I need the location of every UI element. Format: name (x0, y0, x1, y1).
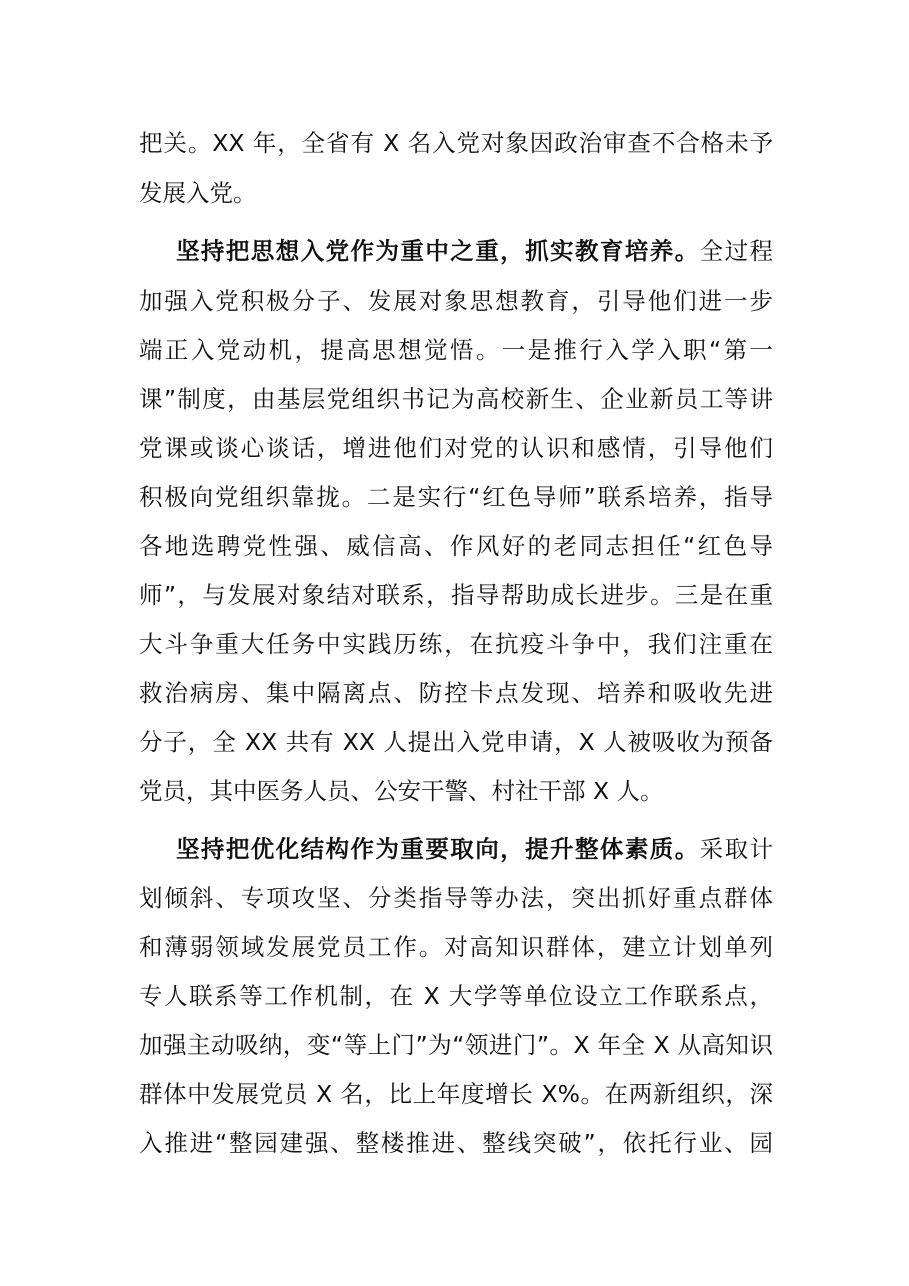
paragraph-heading-line (176, 236, 773, 266)
paragraph-line: 专人联系等工作机制，在 X 大学等单位设立工作联系点， (139, 982, 773, 1010)
paragraph-line: 党课或谈心谈话，增进他们对党的认识和感情，引导他们 (139, 434, 773, 462)
paragraph-line: 分子，全 XX 共有 XX 人提出入党申请，X 人被吸收为预备 (139, 728, 773, 756)
paragraph-line: 师”，与发展对象结对联系，指导帮助成长进步。三是在重 (139, 581, 773, 609)
paragraph-line: 课”制度，由基层党组织书记为高校新生、企业新员工等讲 (139, 385, 773, 413)
paragraph-line: 把关。XX 年，全省有 X 名入党对象因政治审查不合格未予 (139, 129, 773, 157)
paragraph-line: 积极向党组织靠拢。二是实行“红色导师”联系培养，指导 (139, 483, 773, 511)
paragraph-heading-line (176, 834, 773, 864)
paragraph-heading: 坚持把思想入党作为重中之重，抓实教育培养。 (176, 237, 700, 265)
paragraph-line: 入推进“整园建强、整楼推进、整线突破”，依托行业、园 (139, 1129, 773, 1157)
paragraph-line: 加强入党积极分子、发展对象思想教育，引导他们进一步 (139, 287, 773, 315)
paragraph-line: 党员，其中医务人员、公安干警、村社干部 X 人。 (139, 777, 664, 805)
paragraph-line: 划倾斜、专项攻坚、分类指导等办法，突出抓好重点群体 (139, 884, 773, 912)
paragraph-heading: 坚持把优化结构作为重要取向，提升整体素质。 (176, 835, 700, 863)
paragraph-line: 和薄弱领域发展党员工作。对高知识群体，建立计划单列 (139, 933, 773, 961)
paragraph-line: 大斗争重大任务中实践历练，在抗疫斗争中，我们注重在 (139, 630, 773, 658)
paragraph-line: 群体中发展党员 X 名，比上年度增长 X%。在两新组织，深 (139, 1080, 773, 1108)
paragraph-line: 加强主动吸纳，变“等上门”为“领进门”。X 年全 X 从高知识 (139, 1031, 773, 1059)
paragraph-text: 全过程 (699, 237, 774, 265)
paragraph-line: 端正入党动机，提高思想觉悟。一是推行入学入职“第一 (139, 336, 773, 364)
paragraph-line: 发展入党。 (139, 179, 257, 207)
paragraph-line: 救治病房、集中隔离点、防控卡点发现、培养和吸收先进 (139, 679, 773, 707)
paragraph-text: 采取计 (699, 835, 774, 863)
paragraph-line: 各地选聘党性强、威信高、作风好的老同志担任“红色导 (139, 532, 773, 560)
